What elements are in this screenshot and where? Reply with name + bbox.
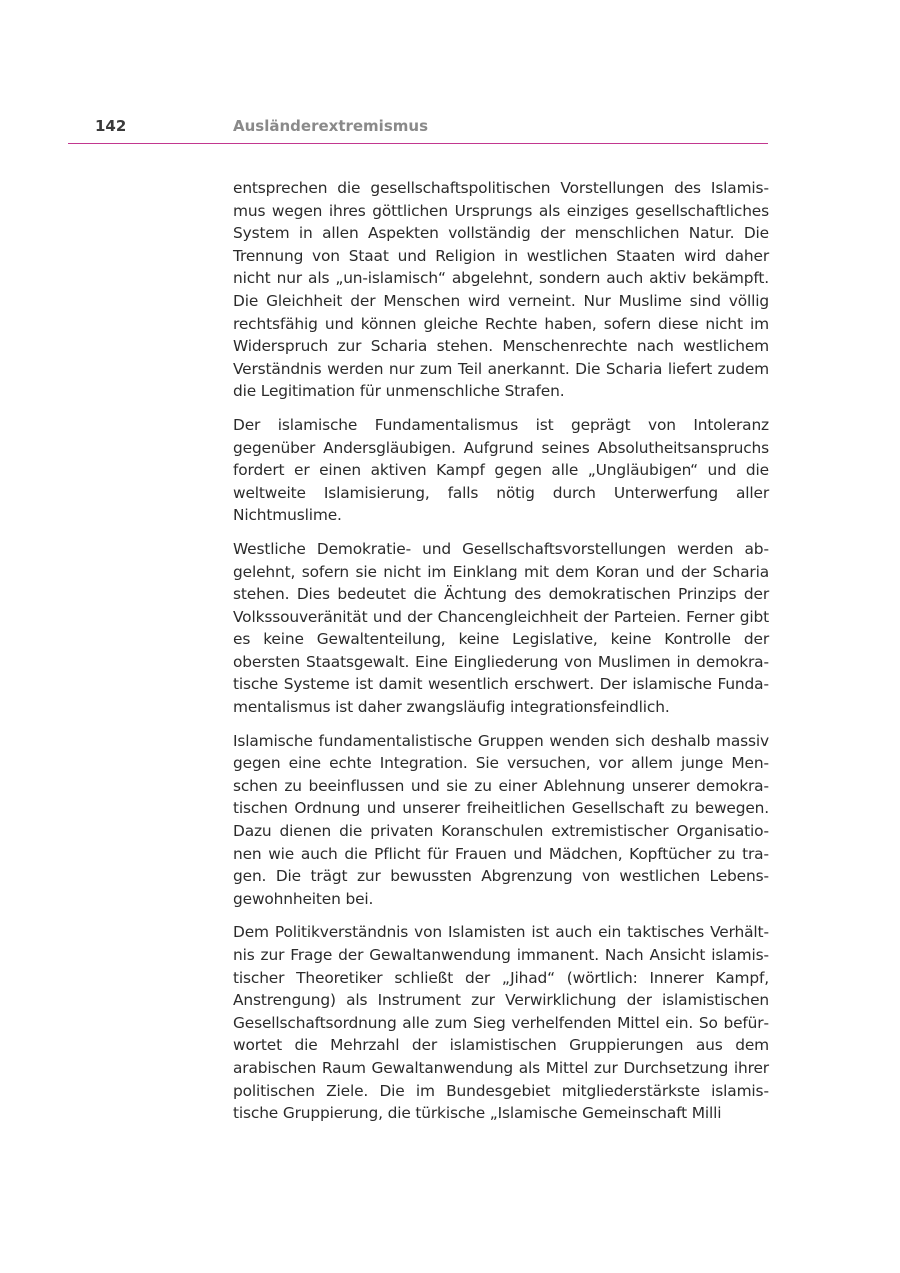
paragraph: Dem Politikverständnis von Islamisten ist auch ein taktisches Verhältnis zur Frage der Gewaltanwendung immanent. Nach Ansicht islamistischer Theoretiker schließt der „Jihad“ (wörtlich: Innerer Kampf, Anstrengung) als Instrument zur Verwirklichung der islamistischen Gesellschaftsordnung alle zum Sieg verhelfenden Mittel ein. So befürwortet die Mehrzahl der islamistischen Gruppierungen aus dem arabischen Raum Gewaltanwendung als Mittel zur Durchsetzung ihrer politischen Ziele. Die im Bundesgebiet mitgliederstärkste islamistische Gruppierung, die türkische „Islamische Gemeinschaft Milli xyxy=(233,923,769,1123)
paragraph: Der islamische Fundamentalismus ist geprägt von Intoleranz gegenüber Andersgläubigen. Aufgrund seines Absolutheitsanspruchs fordert er einen aktiven Kampf gegen alle „Ungläubigen“ und die weltweite Islamisierung, falls nötig durch Unterwerfung aller Nichtmuslime. xyxy=(233,415,769,525)
paragraph: Islamische fundamentalistische Gruppen wenden sich deshalb massiv gegen eine echte Integration. Sie versuchen, vor allem junge Menschen zu beeinflussen und sie zu einer Ablehnung unserer demokratischen Ordnung und unserer freiheitlichen Gesellschaft zu bewegen. Dazu dienen die privaten Koranschulen extremistischer Organisationen wie auch die Pflicht für Frauen und Mädchen, Kopftücher zu tragen. Die trägt zur bewussten Abgrenzung von westlichen Lebensgewohnheiten bei. xyxy=(233,731,769,908)
body-text xyxy=(233,177,769,1136)
running-title: Ausländerextremismus xyxy=(233,117,428,135)
page-header xyxy=(68,115,768,144)
paragraph: entsprechen die gesellschaftspolitischen Vorstellungen des Islamismus wegen ihres göttlichen Ursprungs als einziges gesellschaftliches System in allen Aspekten vollständig der menschlichen Natur. Die Trennung von Staat und Religion in westlichen Staaten wird daher nicht nur als „un-islamisch“ abgelehnt, sondern auch aktiv bekämpft. Die Gleichheit der Menschen wird verneint. Nur Muslime sind völlig rechtsfähig und können gleiche Rechte haben, sofern diese nicht im Widerspruch zur Scharia stehen. Menschenrechte nach westlichem Verständnis werden nur zum Teil anerkannt. Die Scharia liefert zudem die Legitimation für unmenschliche Strafen. xyxy=(233,179,769,401)
paragraph: Westliche Demokratie- und Gesellschaftsvorstellungen werden abgelehnt, sofern sie nicht im Einklang mit dem Koran und der Scharia stehen. Dies bedeutet die Ächtung des demokratischen Prinzips der Volkssouveränität und der Chancengleichheit der Parteien. Ferner gibt es keine Gewaltenteilung, keine Legislative, keine Kontrolle der obersten Staatsgewalt. Eine Eingliederung von Muslimen in demokratische Systeme ist damit wesentlich erschwert. Der islamische Fundamentalismus ist daher zwangsläufig integrationsfeindlich. xyxy=(233,539,769,717)
page-number: 142 xyxy=(95,117,127,135)
